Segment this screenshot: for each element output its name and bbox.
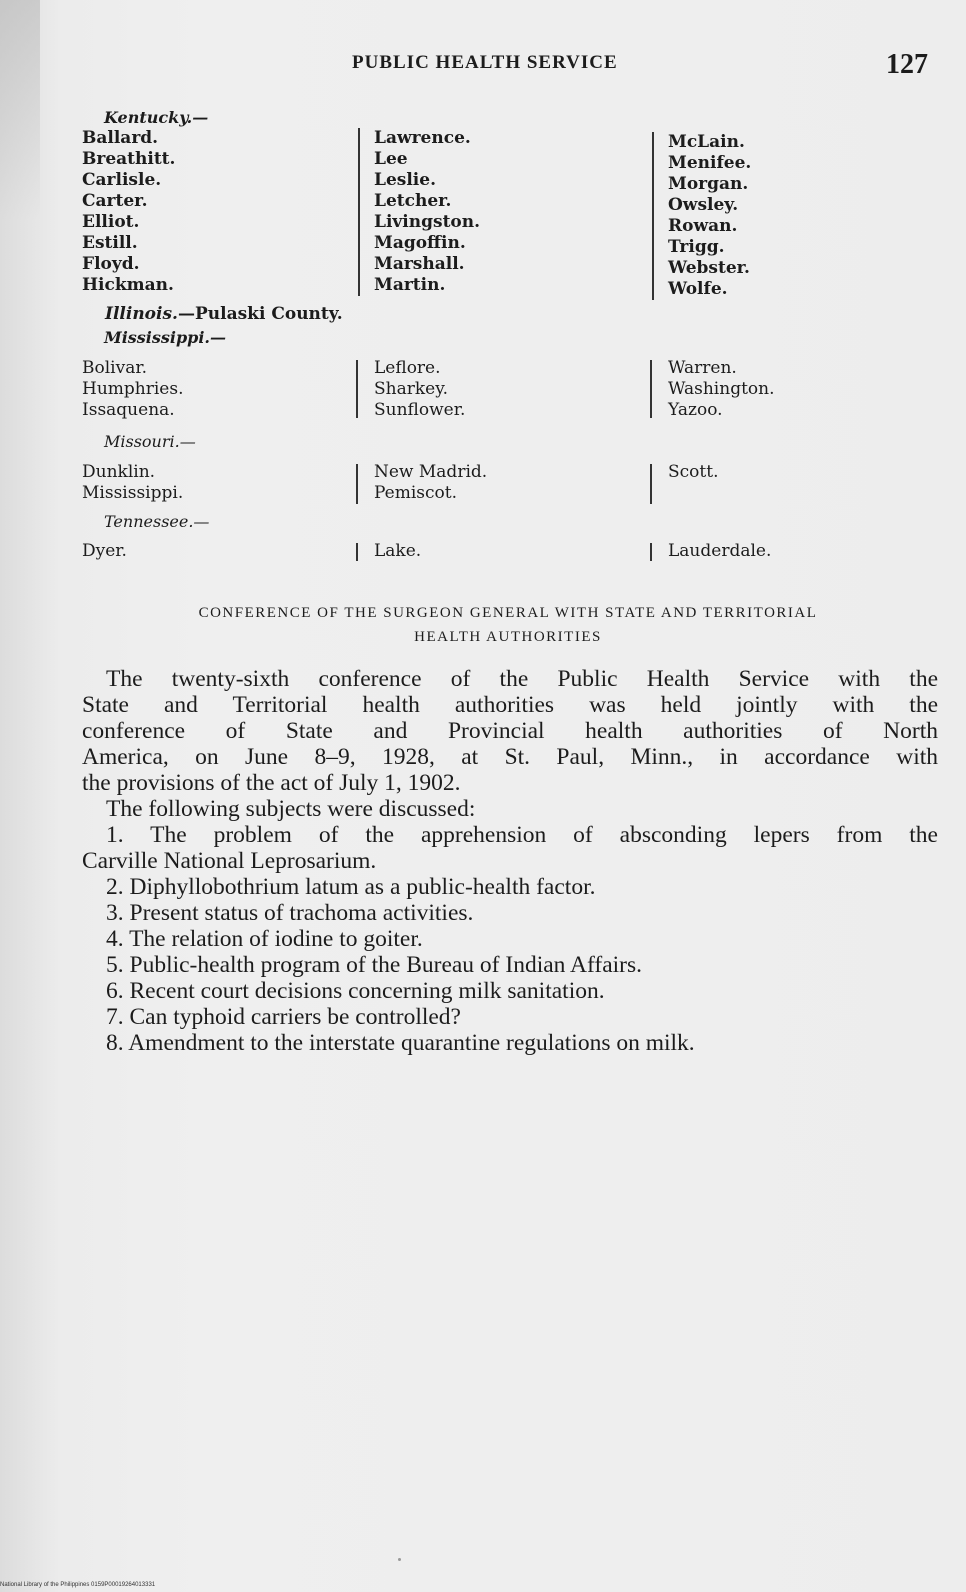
county-name: Carter.	[82, 191, 148, 211]
county-name: Pemiscot.	[374, 483, 458, 503]
mississippi-heading: Mississippi.—	[104, 328, 226, 347]
illinois-line	[105, 304, 343, 324]
county-name: Lauderdale.	[668, 541, 772, 561]
paragraph-line: America, on June 8–9, 1928, at St. Paul, Minn., in accordance with	[82, 744, 938, 770]
county-name: Martin.	[374, 275, 446, 295]
county-name: Menifee.	[668, 153, 752, 173]
county-name: Bolivar.	[82, 358, 148, 378]
subject-item: 5. Public-health program of the Bureau of Indian Affairs.	[106, 952, 643, 978]
county-name: Washington.	[668, 379, 775, 399]
county-name: Elliot.	[82, 212, 140, 232]
county-name: Leflore.	[374, 358, 441, 378]
county-name: Livingston.	[374, 212, 481, 232]
illinois-heading: Illinois.	[105, 304, 178, 324]
county-name: Sharkey.	[374, 379, 448, 399]
county-name: Mississippi.	[82, 483, 184, 503]
tennessee-heading: Tennessee.—	[104, 512, 210, 531]
county-name: Floyd.	[82, 254, 140, 274]
column-rule	[652, 132, 654, 300]
missouri-col-1	[82, 462, 183, 504]
county-name: Lawrence.	[374, 128, 471, 148]
tennessee-col-1	[82, 541, 127, 562]
county-name: Breathitt.	[82, 149, 176, 169]
section-title-line-2: HEALTH AUTHORITIES	[414, 629, 602, 645]
paragraph-line: The twenty-sixth conference of the Public Health Service with the	[106, 666, 938, 692]
subject-item: 6. Recent court decisions concerning milk sanitation.	[106, 978, 605, 1004]
scan-shadow	[0, 0, 40, 220]
county-name: Sunflower.	[374, 400, 466, 420]
mississippi-col-2	[374, 358, 465, 421]
kentucky-col-3	[668, 132, 751, 300]
subject-item: 1. The problem of the apprehension of absconding lepers from the	[106, 822, 938, 848]
county-name: Humphries.	[82, 379, 184, 399]
subject-item: 7. Can typhoid carriers be controlled?	[106, 1004, 461, 1030]
paragraph-line: State and Territorial health authorities was held jointly with the	[82, 692, 938, 718]
county-name: Estill.	[82, 233, 138, 253]
conference-paragraph	[82, 666, 938, 1056]
subject-item-continuation: Carville National Leprosarium.	[82, 848, 377, 874]
illinois-county: —Pulaski County.	[177, 304, 343, 324]
county-name: Carlisle.	[82, 170, 162, 190]
digitization-footer: National Library of the Philippines 0159P00019264013331	[0, 1582, 156, 1588]
section-title-line-1: CONFERENCE OF THE SURGEON GENERAL WITH STATE AND TERRITORIAL	[198, 605, 818, 621]
county-name: Marshall.	[374, 254, 465, 274]
mississippi-col-1	[82, 358, 183, 421]
county-name: Wolfe.	[668, 279, 728, 299]
subject-item: 4. The relation of iodine to goiter.	[106, 926, 423, 952]
county-name: Morgan.	[668, 174, 749, 194]
county-name: Owsley.	[668, 195, 739, 215]
running-title: PUBLIC HEALTH SERVICE	[352, 52, 618, 73]
mississippi-col-3	[668, 358, 775, 421]
page-number: 127	[886, 49, 928, 80]
section-title	[80, 601, 936, 649]
column-rule	[356, 360, 358, 418]
column-rule	[356, 464, 358, 504]
column-rule	[650, 543, 652, 561]
county-name: Magoffin.	[374, 233, 466, 253]
county-name: Hickman.	[82, 275, 174, 295]
kentucky-heading: Kentucky.—	[104, 108, 209, 127]
county-name: Issaquena.	[82, 400, 175, 420]
county-name: Leslie.	[374, 170, 436, 190]
tennessee-col-2	[374, 541, 421, 562]
county-name: Yazoo.	[668, 400, 723, 420]
missouri-col-3	[668, 462, 718, 483]
scan-speck	[398, 1558, 401, 1561]
tennessee-col-3	[668, 541, 771, 562]
kentucky-col-2	[374, 128, 480, 296]
subject-item: 8. Amendment to the interstate quarantine regulations on milk.	[106, 1030, 695, 1056]
county-name: New Madrid.	[374, 462, 488, 482]
paragraph-line: conference of State and Provincial health authorities of North	[82, 718, 938, 744]
county-name: McLain.	[668, 132, 745, 152]
column-rule	[650, 360, 652, 418]
column-rule	[650, 464, 652, 504]
county-name: Ballard.	[82, 128, 159, 148]
county-name: Lee	[374, 149, 408, 169]
county-name: Dyer.	[82, 541, 127, 561]
county-name: Dunklin.	[82, 462, 156, 482]
subject-item: 3. Present status of trachoma activities.	[106, 900, 474, 926]
county-name: Lake.	[374, 541, 422, 561]
column-rule	[358, 128, 360, 296]
county-name: Letcher.	[374, 191, 452, 211]
county-name: Rowan.	[668, 216, 738, 236]
kentucky-col-1	[82, 128, 175, 296]
county-name: Webster.	[668, 258, 750, 278]
county-name: Trigg.	[668, 237, 725, 257]
column-rule	[356, 543, 358, 561]
subject-item: 2. Diphyllobothrium latum as a public-health factor.	[106, 874, 596, 900]
subjects-intro: The following subjects were discussed:	[106, 796, 476, 822]
county-name: Warren.	[668, 358, 737, 378]
paragraph-line: the provisions of the act of July 1, 1902.	[82, 770, 461, 796]
county-name: Scott.	[668, 462, 719, 482]
missouri-col-2	[374, 462, 487, 504]
missouri-heading: Missouri.—	[104, 432, 196, 451]
